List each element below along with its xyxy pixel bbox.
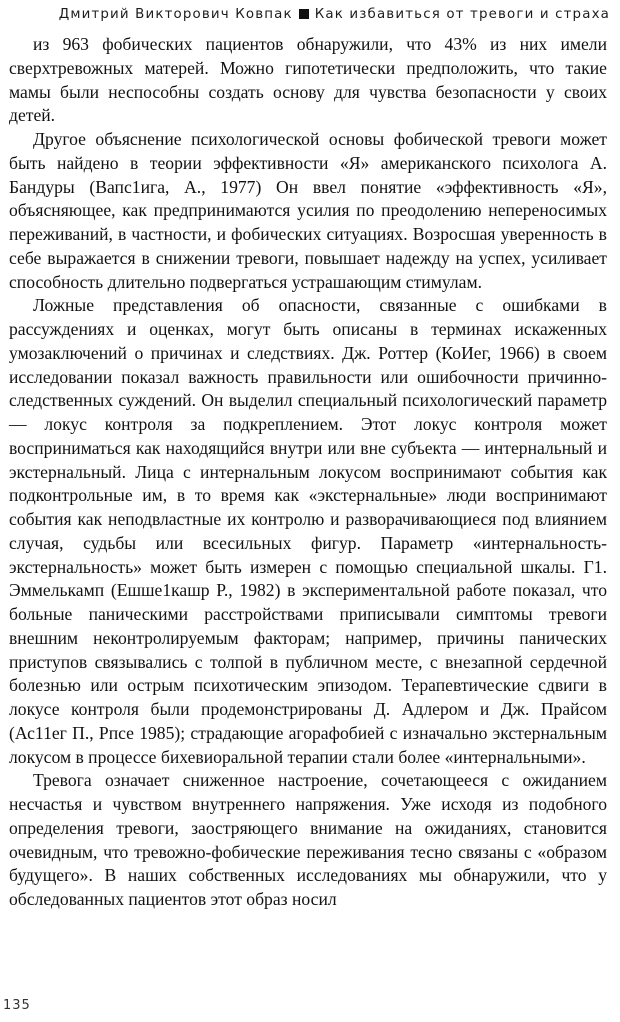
paragraph-4: Тревога означает сниженное настроение, сочетающееся с ожиданием несчастья и чувством внутреннего напряжения. Уже исходя из подобного определения тревоги, заостряющего внимание на ожиданиях, становится очевидным, что тревожно-фобические переживания тесно связаны с «образом будущего». В наших собственных исследованиях мы обнаружили, что у обследованных пациентов этот образ носил — [9, 770, 607, 909]
square-separator-icon — [299, 9, 309, 19]
paragraph-2: Другое объяснение психологической основы фобической тревоги может быть найдено в теории эффективности «Я» американского психолога А. Бандуры (Вапс1ига, А., 1977) Он ввел понятие «эффективность «Я», объясняющее, как предпринимаются усилия по преодолению непереносимых переживаний, в частности, и фобических ситуациях. Возросшая уверенность в себе выражается в снижении тревоги, повышает надежду на успех, усиливает способность длительно подвергаться устрашающим стимулам. — [9, 129, 607, 292]
body-text — [9, 33, 607, 912]
page-number: 135 — [3, 998, 31, 1013]
paragraph-3: Ложные представления об опасности, связанные с ошибками в рассуждениях и оценках, могут быть описаны в терминах искаженных умозаключений о причинах и следствиях. Дж. Роттер (КоИег, 1966) в своем исследовании показал важность правильности или ошибочности причинно-следственных суждений. Он выделил специальный психологический параметр — локус контроля за подкреплением. Этот локус контроля может восприниматься как находящийся внутри или вне субъекта — интернальный и экстернальный. Лица с интернальным локусом воспринимают события как подконтрольные им, в то время как «экстернальные» люди воспринимают события как неподвластные их контролю и разворачивающиеся под влиянием случая, судьбы или всесильных фигур. Параметр «интернальность-экстернальность» может быть измерен с помощью специальной шкалы. Г1. Эммелькамп (Ешше1кашр Р., 1982) в экспериментальной работе показал, что больные паническими расстройствами приписывали симптомы тревоги внешним неконтролируемым факторам; например, причины панических приступов связывались с толпой в публичном месте, с внезапной сердечной болезнью или острым психотическим эпизодом. Терапевтические сдвиги в локусе контроля были продемонстрированы Д. Адлером и Дж. Прайсом (Ас11ег П., Рпсе 1985); страдающие агорафобией с изначально экстернальным локусом в процессе бихевиоральной терапии стали более «интернальными». — [9, 295, 607, 767]
running-header — [10, 0, 610, 28]
header-author: Дмитрий Викторович Ковпак — [58, 6, 293, 22]
header-title: Как избавиться от тревоги и страха — [314, 6, 610, 22]
paragraph-1: из 963 фобических пациентов обнаружили, что 43% из них имели сверхтревожных матерей. Можно гипотетически предположить, что такие мамы были неспособны создать основу для чувства безопасности у своих детей. — [9, 34, 607, 126]
